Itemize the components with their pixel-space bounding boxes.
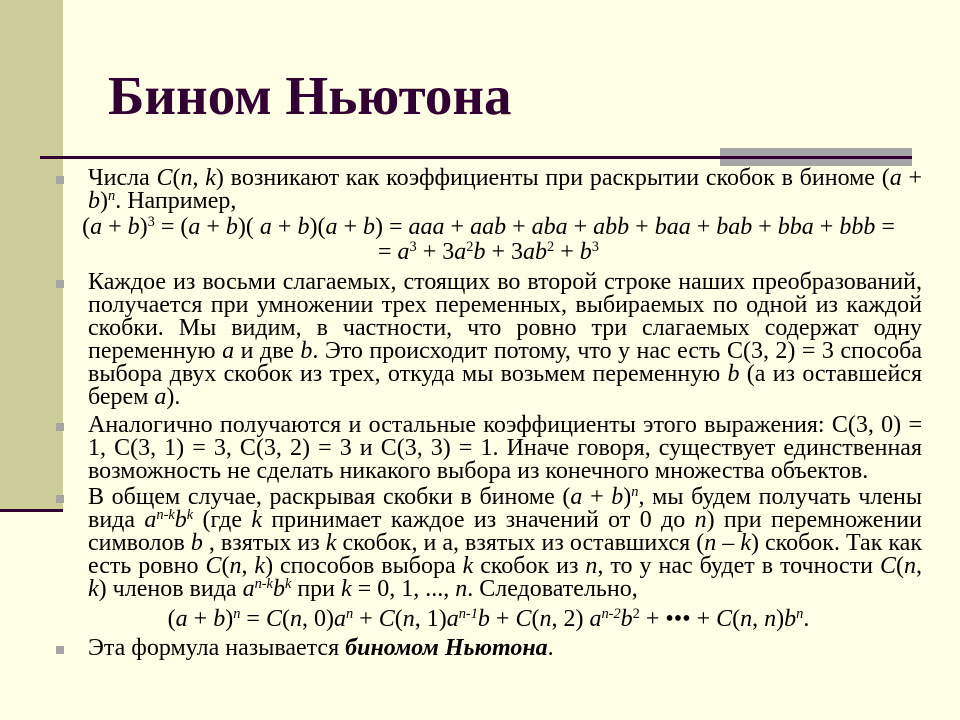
text-run: . [547, 635, 554, 661]
text-run: , 0) [301, 606, 334, 632]
superscript: n [796, 606, 804, 623]
text-run: – [716, 530, 741, 556]
math-variable: b [300, 338, 313, 364]
math-variable: a [188, 214, 201, 240]
text-run: принимает каждое из значений от 0 до [262, 507, 695, 533]
text-run: ). [166, 384, 181, 410]
math-variable: C [205, 553, 222, 579]
text-run: ( [221, 553, 230, 579]
bullet-text [88, 271, 922, 409]
bullet-item [55, 486, 922, 601]
math-variable: n [402, 606, 415, 632]
text-run: Эта формула называется [88, 635, 346, 661]
text-run: + [102, 214, 128, 240]
square-bullet-icon [56, 176, 64, 184]
math-variable: b [727, 361, 740, 387]
math-variable: a [154, 384, 167, 410]
text-run: + [554, 239, 580, 265]
text-run: , взятых из [202, 530, 326, 556]
math-variable: b [225, 214, 238, 240]
math-variable: n [455, 576, 468, 602]
math-variable: a [259, 214, 272, 240]
math-variable: a [90, 214, 103, 240]
text-run: ) возникают как коэффициенты при раскрытии скобок в биноме ( [215, 165, 890, 191]
text-run: , [192, 165, 206, 191]
text-run: + [337, 214, 363, 240]
text-run: ( [172, 165, 181, 191]
text-run: ) [139, 214, 148, 240]
math-variable: C [378, 606, 395, 632]
text-run: + [690, 214, 717, 240]
math-variable: b [477, 606, 490, 632]
math-variable: k [205, 165, 216, 191]
text-run: ( [281, 606, 290, 632]
text-run: + [271, 214, 298, 240]
formula-line [55, 608, 922, 631]
strip-bottom-rule [0, 509, 63, 512]
left-decorative-strip [0, 0, 63, 509]
text-run: + [629, 214, 655, 240]
superscript: n-1 [458, 606, 478, 623]
math-variable: b [473, 239, 486, 265]
text-run: ( [896, 553, 905, 579]
text-run: + [813, 214, 840, 240]
math-variable: bba [777, 214, 814, 240]
text-run: + 3 [485, 239, 524, 265]
bullet-text [88, 637, 922, 660]
math-variable: bab [716, 214, 753, 240]
text-run: ( [732, 606, 741, 632]
text-run: (a из оставшейся берем [88, 361, 922, 410]
formula-line [55, 241, 922, 264]
bullet-text [88, 414, 922, 483]
math-variable: n [229, 553, 242, 579]
text-run: ) при перемножении символов [88, 507, 922, 556]
math-variable: k [251, 507, 262, 533]
superscript: n-k [254, 576, 273, 593]
superscript: n-k [156, 507, 175, 524]
text-run: . [803, 606, 810, 632]
math-variable: aaa [408, 214, 445, 240]
math-variable: k [88, 576, 99, 602]
superscript: 2 [466, 239, 474, 256]
math-variable: b [611, 484, 624, 510]
superscript: k [284, 576, 292, 593]
math-variable: a [333, 606, 346, 632]
text-run: )( [237, 214, 260, 240]
math-variable: C [265, 606, 282, 632]
text-run: + [901, 165, 922, 191]
math-variable: C [156, 165, 173, 191]
text-run: = ( [154, 214, 189, 240]
math-variable: b [620, 606, 633, 632]
math-variable: n [585, 553, 598, 579]
text-run: ) [100, 188, 108, 214]
math-variable: n [694, 507, 707, 533]
text-run: + [752, 214, 778, 240]
math-variable: a [570, 484, 583, 510]
text-run: В общем случае, раскрывая скобки в биноме ( [88, 484, 571, 510]
text-run: = [875, 214, 895, 240]
math-variable: n [180, 165, 193, 191]
superscript: n-2 [601, 606, 621, 623]
text-run: ( [167, 606, 176, 632]
text-run: , [916, 553, 923, 579]
text-run: + [353, 606, 379, 632]
text-run: Аналогично получаются и остальные коэффициенты этого выражения: С(3, 0) = 1, С(3, 1) = 3, С(3, 2) = 3 и С(3, 3) = 1. Иначе говоря, существует единственная возможность не сделать никакого выбора из конечного множества объектов. [88, 412, 922, 484]
text-run: Числа [88, 165, 157, 191]
text-run: = [378, 239, 398, 265]
math-variable: baa [654, 214, 691, 240]
superscript: n [631, 484, 639, 501]
math-variable: b [297, 214, 310, 240]
math-variable: a [242, 576, 255, 602]
bullet-item [55, 271, 922, 409]
text-run: , 1) [414, 606, 447, 632]
bullet-text [88, 167, 922, 213]
math-variable: b [213, 606, 226, 632]
text-run: ( [82, 214, 91, 240]
text-run: ) членов вида [98, 576, 243, 602]
text-run: , [241, 553, 255, 579]
math-variable: b [174, 507, 187, 533]
math-variable: a [222, 338, 235, 364]
math-variable: a [454, 239, 467, 265]
text-run: ) [776, 606, 785, 632]
formula-line [55, 216, 922, 239]
math-variable: a [175, 606, 188, 632]
slide-title: Бином Ньютона [108, 65, 512, 126]
text-run: при [291, 576, 342, 602]
math-variable: a [325, 214, 338, 240]
math-variable: k [740, 530, 751, 556]
math-variable: bbb [839, 214, 876, 240]
math-variable: k [462, 553, 474, 579]
text-run: , то у нас будет в точности [597, 553, 880, 579]
square-bullet-icon [56, 423, 64, 431]
text-run: ) способов выбора [265, 553, 463, 579]
bullet-item [55, 414, 922, 483]
text-run: , [752, 606, 765, 632]
text-run: + 3 [416, 239, 455, 265]
emphasized-term: биномом Ньютона [345, 635, 548, 661]
math-variable: n [740, 606, 753, 632]
superscript: 3 [409, 239, 417, 256]
superscript: 2 [632, 606, 640, 623]
text-run: . Например, [115, 188, 237, 214]
text-run: скобок, и a, взятых из оставшихся ( [336, 530, 705, 556]
text-run: и две [234, 338, 301, 364]
text-run: + [506, 214, 532, 240]
math-variable: b [127, 214, 140, 240]
text-run: Каждое из восьми слагаемых, стоящих во второй строке наших преобразований, получается при умножении трех переменных, выбираемых по одной из каждой скобки. Мы видим, в частности, что ровно три слагаемых содержат одну переменную [88, 269, 922, 364]
math-variable: n [704, 530, 717, 556]
square-bullet-icon [56, 495, 64, 503]
math-variable: a [446, 606, 459, 632]
text-run: ) [623, 484, 632, 510]
superscript: n [233, 606, 241, 623]
square-bullet-icon [56, 646, 64, 654]
text-run: + [567, 214, 594, 240]
text-run: . Следовательно, [467, 576, 638, 602]
superscript: k [186, 507, 194, 524]
text-run: + [489, 606, 516, 632]
math-variable: C [716, 606, 733, 632]
text-run: + ••• + [639, 606, 717, 632]
math-variable: k [254, 553, 266, 579]
text-run: (где [193, 507, 252, 533]
math-variable: a [397, 239, 410, 265]
math-variable: aab [470, 214, 507, 240]
text-run: ( [394, 606, 403, 632]
math-variable: b [579, 239, 592, 265]
text-run: , 2) [551, 606, 590, 632]
slide-body [55, 167, 922, 660]
math-variable: C [880, 553, 897, 579]
text-run: ) скобок. Так как есть ровно [88, 530, 922, 579]
square-bullet-icon [56, 280, 64, 288]
math-variable: k [341, 576, 352, 602]
math-variable: ab [523, 239, 548, 265]
math-variable: b [362, 214, 375, 240]
math-variable: C [515, 606, 532, 632]
math-variable: aba [531, 214, 568, 240]
math-variable: n [289, 606, 302, 632]
text-run: ( [531, 606, 540, 632]
text-run: )( [309, 214, 326, 240]
text-run: , мы будем получать члены вида [88, 484, 922, 533]
math-variable: n [539, 606, 552, 632]
bullet-item [55, 167, 922, 213]
superscript: 3 [591, 239, 599, 256]
text-run: + [444, 214, 471, 240]
text-run: ) [225, 606, 234, 632]
math-variable: b [88, 188, 100, 214]
math-variable: a [144, 507, 157, 533]
text-run: скобок из [473, 553, 586, 579]
superscript: 2 [547, 239, 555, 256]
math-variable: abb [593, 214, 630, 240]
math-variable: b [784, 606, 797, 632]
math-variable: b [190, 530, 203, 556]
bullet-text [88, 486, 922, 601]
text-run: + [200, 214, 226, 240]
math-variable: b [272, 576, 285, 602]
text-run: + [187, 606, 214, 632]
superscript: n [345, 606, 354, 623]
text-run: = [240, 606, 266, 632]
math-variable: a [889, 165, 902, 191]
text-run: = 0, 1, ..., [351, 576, 456, 602]
text-run: . Это происходит потому, что у нас есть С(3, 2) = 3 способа выбора двух скобок из трех, откуда мы возьмем переменную [88, 338, 922, 387]
text-run: ) = [374, 214, 409, 240]
math-variable: n [904, 553, 917, 579]
superscript: 3 [147, 214, 155, 231]
math-variable: k [325, 530, 337, 556]
title-underline-rule [40, 156, 912, 159]
superscript: n [108, 188, 116, 205]
text-run: + [582, 484, 612, 510]
math-variable: n [764, 606, 777, 632]
math-variable: a [589, 606, 602, 632]
bullet-item [55, 637, 922, 660]
